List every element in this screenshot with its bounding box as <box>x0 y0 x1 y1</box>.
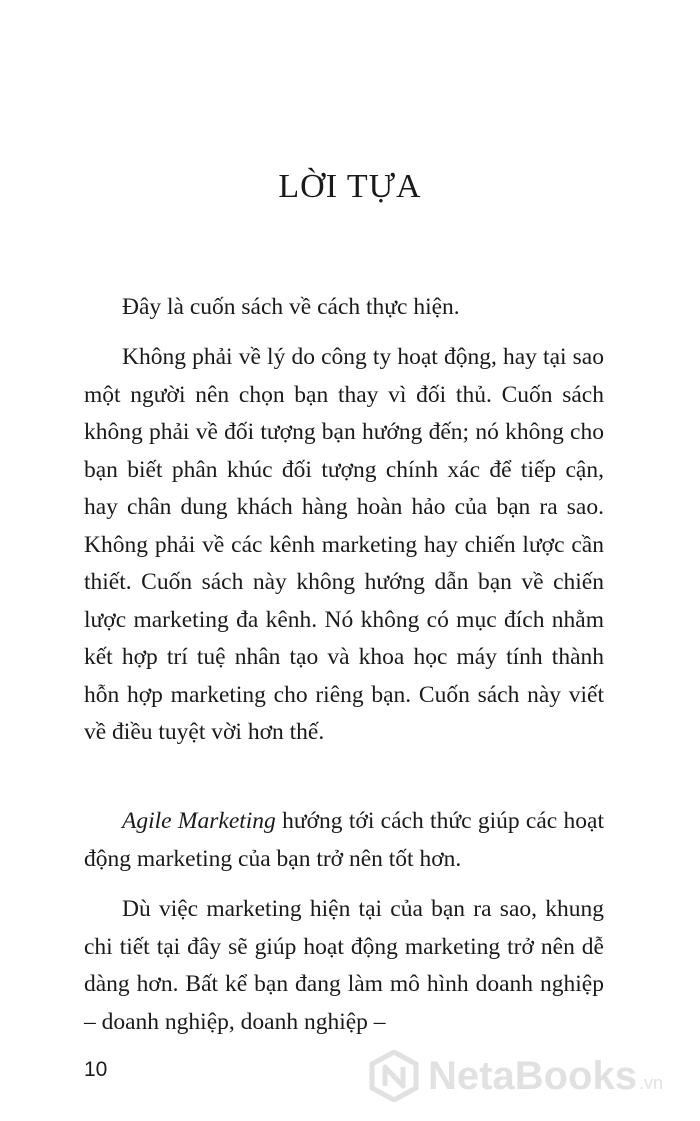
paragraph-1 <box>84 289 604 327</box>
paragraph-3-rest: hướng tới cách thức giúp các hoạt động marketing của bạn trở nên tốt hơn. <box>84 808 604 872</box>
book-title-italic: Agile Marketing <box>122 808 276 834</box>
watermark-brand: NetaBooks <box>428 1053 637 1098</box>
paragraph-2-text: Không phải về lý do công ty hoạt động, hay tại sao một người nên chọn bạn thay vì đối thủ. Cuốn sách không phải về đối tượng bạn hướng đến; nó không cho bạn biết phân khúc đối tượng chính xác để tiếp cận, hay chân dung khách hàng hoàn hảo của bạn ra sao. Không phải về các kênh marketing hay chiến lược cần thiết. Cuốn sách này không hướng dẫn bạn về chiến lược marketing đa kênh. Nó không có mục đích nhằm kết hợp trí tuệ nhân tạo và khoa học máy tính thành hỗn hợp marketing cho riêng bạn. Cuốn sách này viết về điều tuyệt vời hơn thế. <box>84 344 604 745</box>
paragraph-4-text: Dù việc marketing hiện tại của bạn ra sao, khung chi tiết tại đây sẽ giúp hoạt động marketing trở nên dễ dàng hơn. Bất kể bạn đang làm mô hình doanh nghiệp – doanh nghiệp, doanh nghiệp – <box>84 896 604 1035</box>
watermark-suffix: .vn <box>638 1072 663 1093</box>
paragraph-2 <box>84 339 604 752</box>
paragraph-4 <box>84 891 604 1041</box>
page-title: LỜI TỰA <box>278 168 422 205</box>
paragraph-3 <box>84 803 604 878</box>
page-number: 10 <box>84 1058 108 1081</box>
paragraph-1-text: Đây là cuốn sách về cách thực hiện. <box>122 294 460 320</box>
paragraph-3-text <box>84 803 604 878</box>
netabooks-logo-icon <box>368 1050 420 1102</box>
watermark <box>368 1046 688 1106</box>
